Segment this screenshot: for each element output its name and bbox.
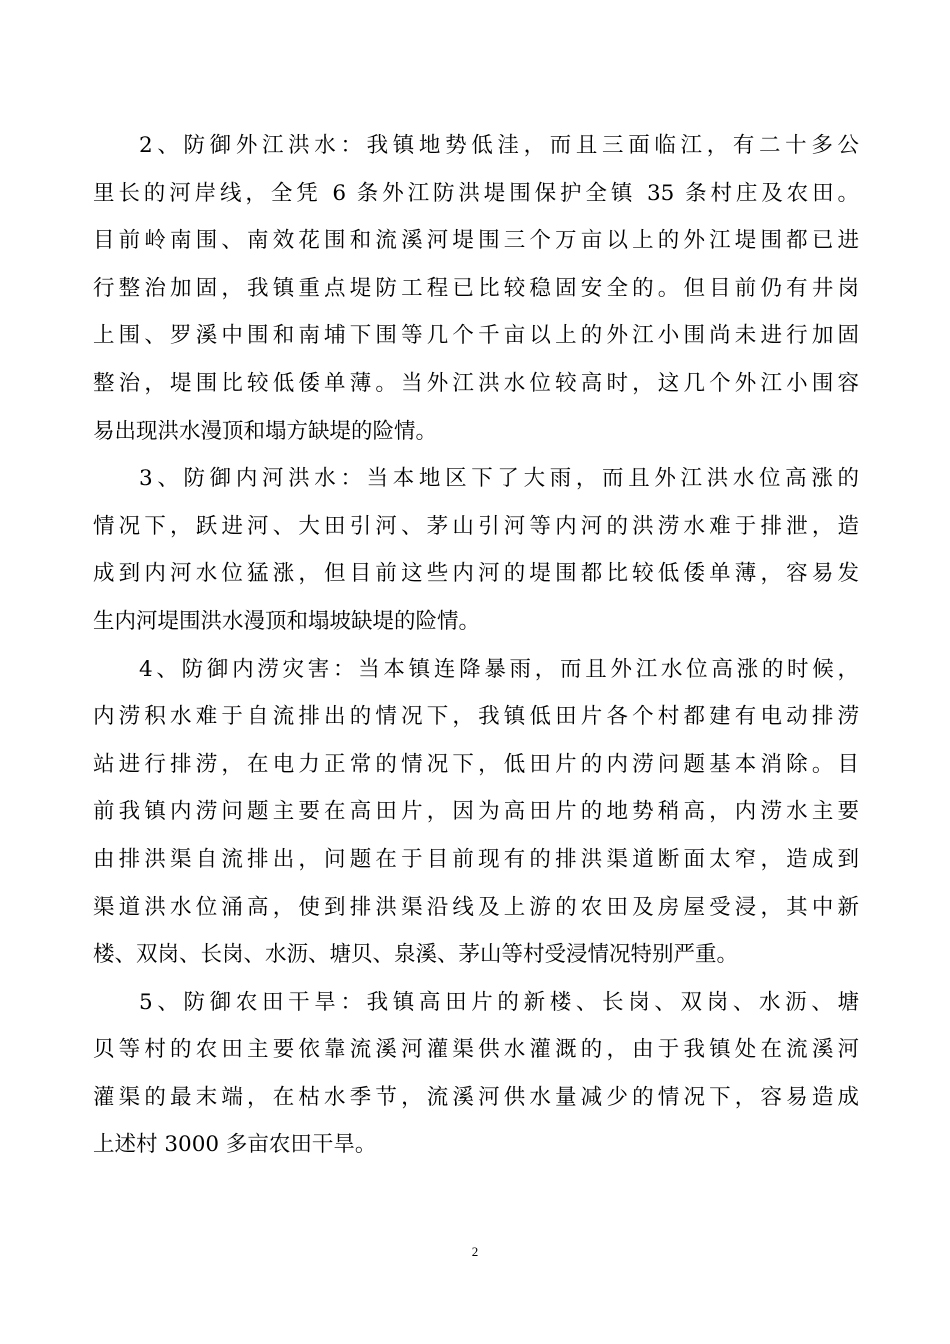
text-line: 生内河堤围洪水漫顶和塌坡缺堤的险情。 [93,608,481,634]
text-line: 站进行排涝，在电力正常的情况下，低田片的内涝问题基本消除。目 [93,751,859,777]
text-line: 行整治加固，我镇重点堤防工程已比较稳固安全的。但目前仍有井岗 [93,275,859,301]
text-line: 2、防御外江洪水：我镇地势低洼，而且三面临江，有二十多公 [139,133,859,158]
paragraph-outer-river-flood [93,122,859,455]
page-number: 2 [471,1244,479,1259]
paragraph-waterlogging [93,646,859,979]
text-line: 上围、罗溪中围和南埔下围等几个千亩以上的外江小围尚未进行加固 [93,323,859,349]
text-line: 楼、双岗、长岗、水沥、塘贝、泉溪、茅山等村受浸情况特别严重。 [93,942,739,968]
paragraph-drought [93,979,859,1169]
text-line: 灌渠的最末端，在枯水季节，流溪河供水量减少的情况下，容易造成 [93,1084,859,1110]
text-line: 整治，堤围比较低倭单薄。当外江洪水位较高时，这几个外江小围容 [93,370,859,396]
text-line: 内涝积水难于自流排出的情况下，我镇低田片各个村都建有电动排涝 [93,704,859,730]
text-line: 3、防御内河洪水：当本地区下了大雨，而且外江洪水位高涨的 [139,466,859,492]
text-line: 渠道洪水位涌高，使到排洪渠沿线及上游的农田及房屋受浸，其中新 [93,894,859,920]
text-line: 4、防御内涝灾害：当本镇连降暴雨，而且外江水位高涨的时候， [139,656,859,682]
text-line: 里长的河岸线，全凭 6 条外江防洪堤围保护全镇 35 条村庄及农田。 [93,180,859,206]
text-line: 5、防御农田干旱：我镇高田片的新楼、长岗、双岗、水沥、塘 [139,989,859,1015]
text-line: 前我镇内涝问题主要在高田片，因为高田片的地势稍高，内涝水主要 [93,799,859,825]
document-body [93,122,859,1169]
text-line: 易出现洪水漫顶和塌方缺堤的险情。 [93,418,438,444]
text-line: 情况下，跃进河、大田引河、茅山引河等内河的洪涝水难于排泄，造 [93,513,859,539]
text-line: 目前岭南围、南效花围和流溪河堤围三个万亩以上的外江堤围都已进 [93,228,859,254]
paragraph-inner-river-flood [93,455,859,645]
text-line: 由排洪渠自流排出，问题在于目前现有的排洪渠道断面太窄，造成到 [93,846,859,872]
text-line: 成到内河水位猛涨，但目前这些内河的堤围都比较低倭单薄，容易发 [93,561,859,587]
text-line: 贝等村的农田主要依靠流溪河灌渠供水灌溉的，由于我镇处在流溪河 [93,1037,859,1063]
text-line: 上述村 3000 多亩农田干旱。 [93,1132,377,1158]
